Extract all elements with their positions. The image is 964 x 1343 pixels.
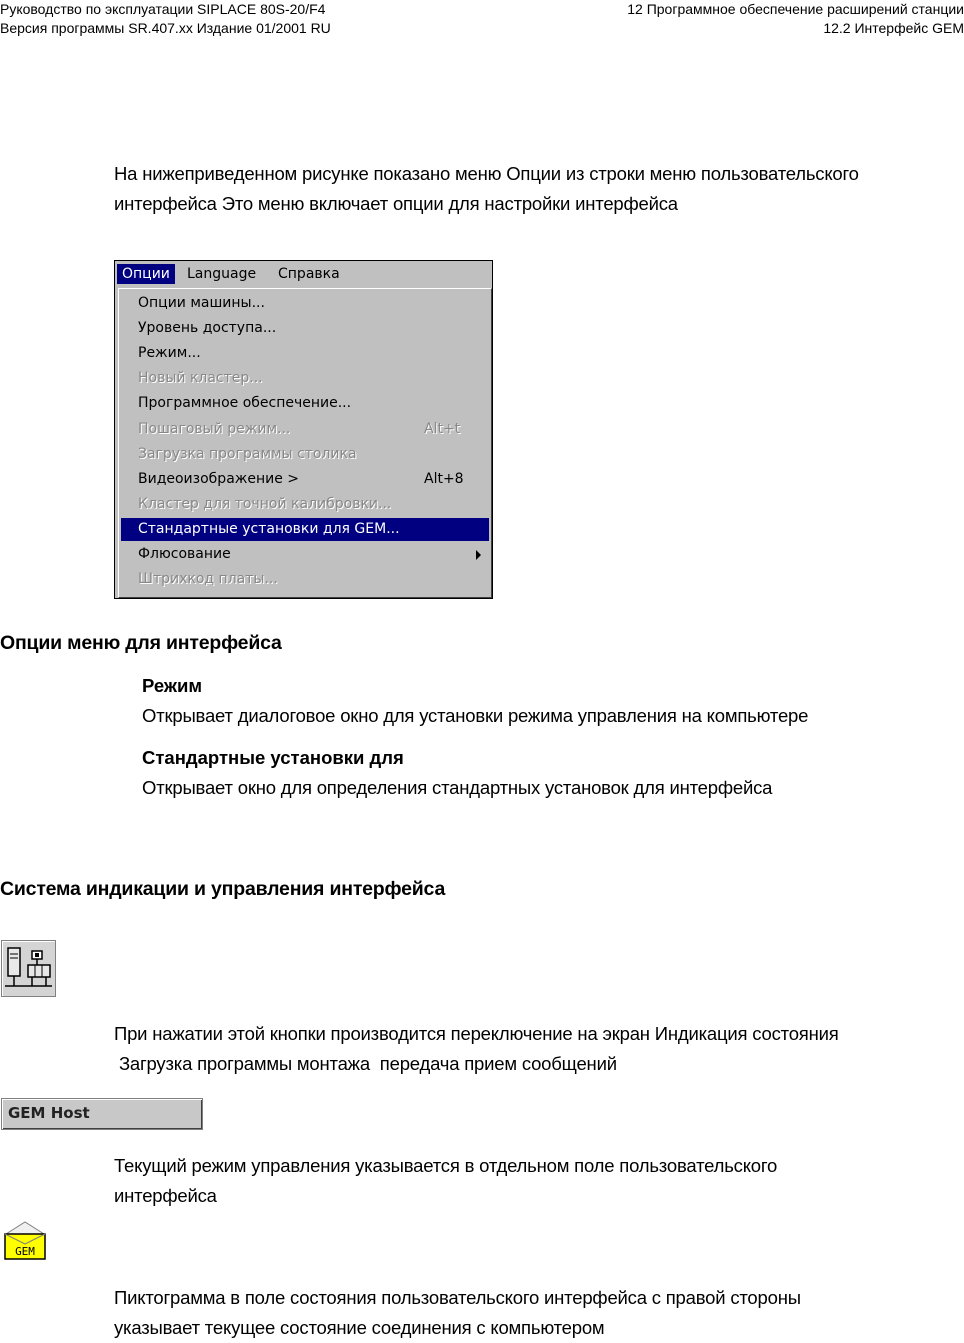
menu-item[interactable]	[121, 543, 489, 566]
section-title: 12.2 Интерфейс GEM	[823, 20, 964, 36]
connection-line-2: указывает текущее состояние соединения с компьютером	[114, 1317, 605, 1338]
connection-line-1: Пиктограмма в поле состояния пользовательского интерфейса с правой стороны	[114, 1287, 801, 1308]
menu-item-shortcut: Alt+t	[424, 420, 461, 437]
menu-item	[121, 367, 489, 390]
desc-standard-settings: Открывает окно для определения стандартных установок для интерфейса	[142, 777, 773, 798]
gem-host-label: GEM Host	[8, 1104, 90, 1122]
intro-line-2: интерфейса Это меню включает опции для настройки интерфейса	[114, 193, 678, 214]
gem-host-status-field	[1, 1098, 203, 1130]
submenu-arrow-icon	[476, 550, 481, 560]
menu-item-label: Кластер для точной калибровки...	[138, 495, 392, 512]
host-computer-icon	[2, 941, 55, 996]
menu-item-label: Уровень доступа...	[138, 320, 277, 337]
menu-options[interactable]: Опции	[117, 264, 175, 284]
menu-item[interactable]	[121, 292, 489, 315]
menu-bar	[115, 261, 492, 287]
version-info: Версия программы SR.407.xx Издание 01/2001 RU	[0, 20, 331, 36]
menu-item	[121, 443, 489, 466]
section-heading-menu-options: Опции меню для интерфейса	[0, 632, 282, 654]
menu-item-label: Стандартные установки для GEM...	[138, 520, 400, 537]
control-mode-line-2: интерфейса	[114, 1185, 217, 1206]
control-mode-line-1: Текущий режим управления указывается в отдельном поле пользовательского	[114, 1155, 778, 1176]
menu-item[interactable]	[121, 468, 489, 491]
menu-item	[121, 493, 489, 516]
status-display-button[interactable]	[1, 940, 56, 997]
menu-item-label: Программное обеспечение...	[138, 395, 352, 412]
menu-item	[121, 418, 489, 441]
desc-mode: Открывает диалоговое окно для установки режима управления на компьютере	[142, 705, 809, 726]
menu-item-label: Видеоизображение >	[138, 470, 300, 487]
menu-item	[121, 568, 489, 591]
section-heading-indication: Система индикации и управления интерфейса	[0, 878, 446, 900]
menu-item-label: Флюсование	[138, 546, 231, 562]
intro-paragraph	[114, 159, 959, 219]
menu-item-label: Новый кластер...	[138, 370, 263, 387]
menu-item[interactable]	[121, 392, 489, 415]
menu-item-label: Режим...	[138, 345, 201, 362]
menu-language[interactable]: Language	[187, 266, 257, 282]
menu-item-label: Штрихкод платы...	[138, 571, 278, 588]
gem-connection-icon	[2, 1220, 48, 1262]
options-menu-screenshot	[114, 260, 493, 599]
connection-paragraph	[114, 1283, 959, 1343]
status-button-line-1: При нажатии этой кнопки производится переключение на экран Индикация состояния	[114, 1023, 839, 1044]
menu-item-label: Пошаговый режим...	[138, 420, 291, 437]
menu-item[interactable]	[121, 317, 489, 340]
status-button-line-2: Загрузка программы монтажа передача прием сообщений	[114, 1053, 617, 1074]
term-mode: Режим	[142, 675, 203, 696]
status-button-paragraph	[114, 1019, 959, 1079]
menu-item-shortcut: Alt+8	[424, 470, 464, 487]
intro-line-1: На нижеприведенном рисунке показано меню Опции из строки меню пользовательского	[114, 163, 859, 184]
menu-item-label: Загрузка программы столика	[138, 445, 357, 462]
control-mode-paragraph	[114, 1151, 959, 1211]
options-dropdown	[118, 288, 492, 598]
menu-item-label: Опции машины...	[138, 295, 265, 311]
menu-help[interactable]: Справка	[278, 266, 340, 282]
menu-item[interactable]	[121, 342, 489, 365]
gem-icon-text: GEM	[15, 1245, 35, 1258]
running-header-left	[0, 0, 331, 38]
chapter-title: 12 Программное обеспечение расширений станции	[627, 1, 964, 17]
menu-item[interactable]	[121, 518, 489, 541]
term-standard-settings: Стандартные установки для	[142, 747, 404, 768]
manual-title: Руководство по эксплуатации SIPLACE 80S-20/F4	[0, 1, 326, 17]
running-header-right	[627, 0, 964, 38]
